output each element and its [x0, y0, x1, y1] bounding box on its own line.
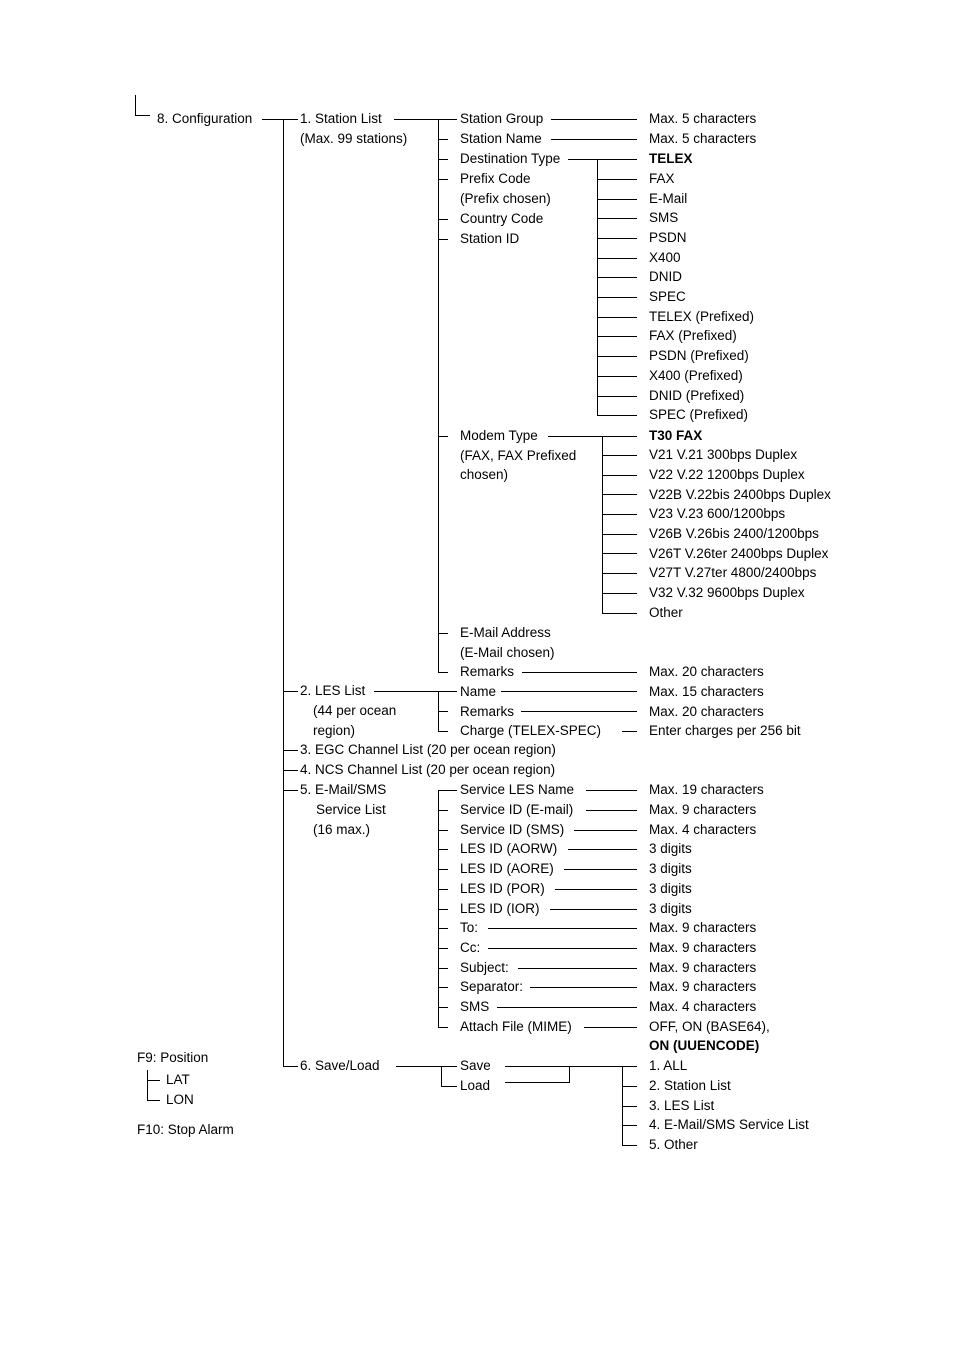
modem-type-label: Modem Type — [460, 428, 538, 443]
email-address-label: E-Mail Address — [460, 625, 551, 640]
f9-lat: LAT — [166, 1072, 190, 1087]
service-field-label: LES ID (POR) — [460, 881, 545, 896]
save-option: 2. Station List — [649, 1078, 731, 1093]
dest-type-item: PSDN (Prefixed) — [649, 348, 749, 363]
country-code-label: Country Code — [460, 211, 544, 226]
service-field-value: Max. 9 characters — [649, 940, 757, 955]
modem-type-item: V26T V.26ter 2400bps Duplex — [649, 546, 829, 561]
dest-type-item: SMS — [649, 210, 679, 225]
service-field-value: Max. 9 characters — [649, 979, 757, 994]
station-list-title: 1. Station List — [300, 111, 382, 126]
load-label: Load — [460, 1078, 491, 1093]
service-field-label: Service ID (E-mail) — [460, 802, 574, 817]
dest-type-item: DNID (Prefixed) — [649, 388, 745, 403]
dest-type-item: E-Mail — [649, 191, 688, 206]
modem-note-1: (FAX, FAX Prefixed — [460, 448, 577, 463]
service-field-value: 3 digits — [649, 861, 692, 876]
configuration-menu: 8. Configuration — [157, 111, 253, 126]
service-field-value: Max. 9 characters — [649, 960, 757, 975]
save-load-title: 6. Save/Load — [300, 1058, 380, 1073]
modem-note-2: chosen) — [460, 467, 509, 482]
service-field-value: Max. 19 characters — [649, 782, 764, 797]
save-option: 3. LES List — [649, 1098, 715, 1113]
station-name-label: Station Name — [460, 131, 542, 146]
service-field-label: LES ID (IOR) — [460, 901, 540, 916]
modem-type-item: V23 V.23 600/1200bps — [649, 506, 786, 521]
les-remarks-value: Max. 20 characters — [649, 704, 764, 719]
les-charge-value: Enter charges per 256 bit — [649, 723, 801, 738]
modem-type-item: V22 V.22 1200bps Duplex — [649, 467, 805, 482]
remarks-value: Max. 20 characters — [649, 664, 764, 679]
modem-type-item: V27T V.27ter 4800/2400bps — [649, 565, 817, 580]
service-field-label: Service ID (SMS) — [460, 822, 565, 837]
les-list-note-1: (44 per ocean — [313, 703, 397, 718]
destination-type-label: Destination Type — [460, 151, 561, 166]
save-label: Save — [460, 1058, 491, 1073]
service-field-label: Separator: — [460, 979, 524, 994]
station-id-label: Station ID — [460, 231, 520, 246]
egc-channel-list: 3. EGC Channel List (20 per ocean region) — [300, 742, 556, 757]
station-group-value: Max. 5 characters — [649, 111, 757, 126]
service-field-value: 3 digits — [649, 881, 692, 896]
modem-type-item: V32 V.32 9600bps Duplex — [649, 585, 805, 600]
attach-uuencode: ON (UUENCODE) — [649, 1038, 760, 1053]
les-remarks-label: Remarks — [460, 704, 515, 719]
email-note: (E-Mail chosen) — [460, 645, 555, 660]
email-sms-title-3: (16 max.) — [313, 822, 371, 837]
f9-lon: LON — [166, 1092, 194, 1107]
dest-type-item: SPEC (Prefixed) — [649, 407, 749, 422]
dest-type-item: SPEC — [649, 289, 686, 304]
service-field-label: Subject: — [460, 960, 509, 975]
modem-type-item: Other — [649, 605, 683, 620]
service-field-label: Cc: — [460, 940, 481, 955]
station-group-label: Station Group — [460, 111, 544, 126]
dest-type-item: FAX — [649, 171, 675, 186]
service-field-label: Service LES Name — [460, 782, 575, 797]
les-name-value: Max. 15 characters — [649, 684, 764, 699]
service-field-label: To: — [460, 920, 479, 935]
ncs-channel-list: 4. NCS Channel List (20 per ocean region) — [300, 762, 556, 777]
email-sms-title-1: 5. E-Mail/SMS — [300, 782, 387, 797]
dest-type-item: DNID — [649, 269, 682, 284]
service-field-value: 3 digits — [649, 901, 692, 916]
service-field-value: OFF, ON (BASE64), — [649, 1019, 770, 1034]
dest-type-item: X400 — [649, 250, 681, 265]
service-field-value: 3 digits — [649, 841, 692, 856]
f9-position: F9: Position — [137, 1050, 209, 1065]
modem-type-item: V22B V.22bis 2400bps Duplex — [649, 487, 831, 502]
service-field-value: Max. 9 characters — [649, 920, 757, 935]
save-option: 5. Other — [649, 1137, 698, 1152]
les-list-note-2: region) — [313, 723, 356, 738]
station-name-value: Max. 5 characters — [649, 131, 757, 146]
email-sms-title-2: Service List — [316, 802, 386, 817]
modem-type-item: T30 FAX — [649, 428, 703, 443]
remarks-label: Remarks — [460, 664, 515, 679]
les-name-label: Name — [460, 684, 497, 699]
dest-type-item: X400 (Prefixed) — [649, 368, 743, 383]
les-list-title: 2. LES List — [300, 683, 366, 698]
dest-type-item: FAX (Prefixed) — [649, 328, 737, 343]
station-list-note: (Max. 99 stations) — [300, 131, 408, 146]
service-field-value: Max. 4 characters — [649, 999, 757, 1014]
modem-type-item: V26B V.26bis 2400/1200bps — [649, 526, 819, 541]
save-option: 1. ALL — [649, 1058, 688, 1073]
prefix-note: (Prefix chosen) — [460, 191, 551, 206]
f10-stop-alarm: F10: Stop Alarm — [137, 1122, 234, 1137]
dest-type-item: PSDN — [649, 230, 687, 245]
service-field-label: SMS — [460, 999, 490, 1014]
les-charge-label: Charge (TELEX-SPEC) — [460, 723, 602, 738]
service-field-label: LES ID (AORE) — [460, 861, 554, 876]
dest-type-item: TELEX — [649, 151, 693, 166]
prefix-code-label: Prefix Code — [460, 171, 531, 186]
dest-type-item: TELEX (Prefixed) — [649, 309, 755, 324]
service-field-label: Attach File (MIME) — [460, 1019, 572, 1034]
service-field-label: LES ID (AORW) — [460, 841, 558, 856]
service-field-value: Max. 4 characters — [649, 822, 757, 837]
modem-type-item: V21 V.21 300bps Duplex — [649, 447, 798, 462]
service-field-value: Max. 9 characters — [649, 802, 757, 817]
save-option: 4. E-Mail/SMS Service List — [649, 1117, 809, 1132]
